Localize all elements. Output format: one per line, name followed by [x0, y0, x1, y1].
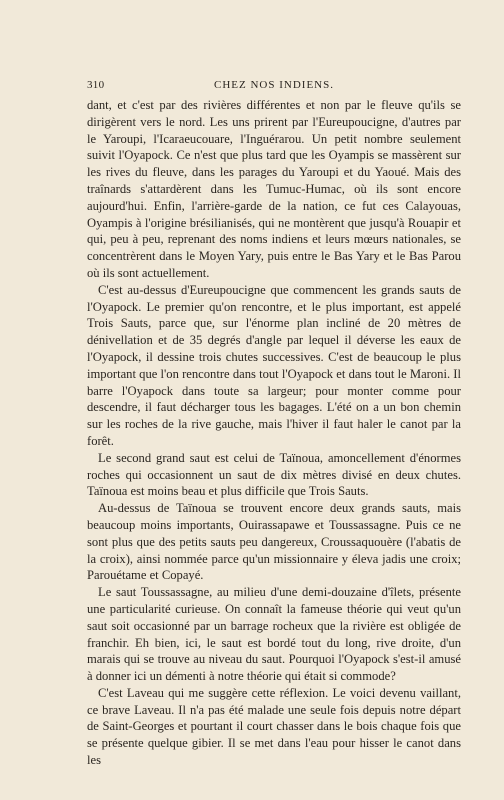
paragraph: Le saut Toussassagne, au milieu d'une demi-douzaine d'îlets, présente une particularité curieuse. On connaît la fameuse théorie qui veut qu'un saut soit occasionné par un barrage rocheux que la rivière est obligée de franchir. Eh bien, ici, le saut est bordé tout du long, rive droite, d'un marais qui se trouve au niveau du saut. Pourquoi l'Oyapock s'est-il amusé à donner ici un démenti à notre théorie qui était si commode?	[87, 585, 461, 684]
paragraph: Le second grand saut est celui de Taïnoua, amoncellement d'énormes roches qui occasionnent un saut de dix mètres divisé en deux chutes. Taïnoua est moins beau et plus difficile que Trois Sauts.	[87, 450, 461, 499]
paragraph: Au-dessus de Taïnoua se trouvent encore deux grands sauts, mais beaucoup moins importants, Ouirassapawe et Toussassagne. Puis ce ne sont plus que des petits sauts peu dangereux, Croussaquouère (l'abatis de la croix), ainsi nommée parce qu'un missionnaire y éleva jadis une croix; Parouétame et Copayé.	[87, 501, 461, 583]
running-title: CHEZ NOS INDIENS.	[214, 79, 334, 91]
page-number: 310	[87, 79, 105, 91]
paragraph: dant, et c'est par des rivières différentes et non par le fleuve qu'ils se dirigèrent vers le nord. Les uns prirent par l'Eureupoucigne, d'autres par le Yaroupi, l'Icaraeucouare, l'Inguérarou. Un petit nombre seulement suivit l'Oyapock. Ce n'est que plus tard que les Oyampis se massèrent sur les rives du fleuve, dans les parages du Yaroupi et du Yaoué. Mais des traînards s'attardèrent dans les Tumuc-Humac, où ils sont encore aujourd'hui. Enfin, l'arrière-garde de la nation, ce fut ces Calayouas, Oyampis à l'origine brésilianisés, qui ne montèrent que jusqu'à Rouapir et qui, peu à peu, reprenant des noms indiens et leurs mœurs nationales, se concentrèrent dans le Moyen Yary, puis entre le Bas Yary et le Bas Parou où ils sont actuellement.	[87, 98, 461, 280]
body-text	[87, 97, 461, 769]
paragraph: C'est au-dessus d'Eureupoucigne que commencent les grands sauts de l'Oyapock. Le premier qu'on rencontre, et le plus important, est appelé Trois Sauts, parce que, sur l'énorme plan incliné de 20 mètres de dénivellation et de 35 degrés d'angle par lequel il déverse les eaux de l'Oyapock, il dessine trois chutes successives. C'est de beaucoup le plus important que l'on rencontre dans tout l'Oyapock et dans tout le Maroni. Il barre l'Oyapock dans toute sa largeur; pour monter comme pour descendre, il faut décharger tous les bagages. L'été on a un bon chemin sur les roches de la rive gauche, mais l'hiver il faut haler le canot par la forêt.	[87, 282, 461, 448]
paragraph: C'est Laveau qui me suggère cette réflexion. Le voici devenu vaillant, ce brave Laveau. Il n'a pas été malade une seule fois depuis notre départ de Saint-Georges et pourtant il court chasser dans le bois chaque fois que se présente quelque gibier. Il se met dans l'eau pour hisser le canot dans les	[87, 685, 461, 768]
